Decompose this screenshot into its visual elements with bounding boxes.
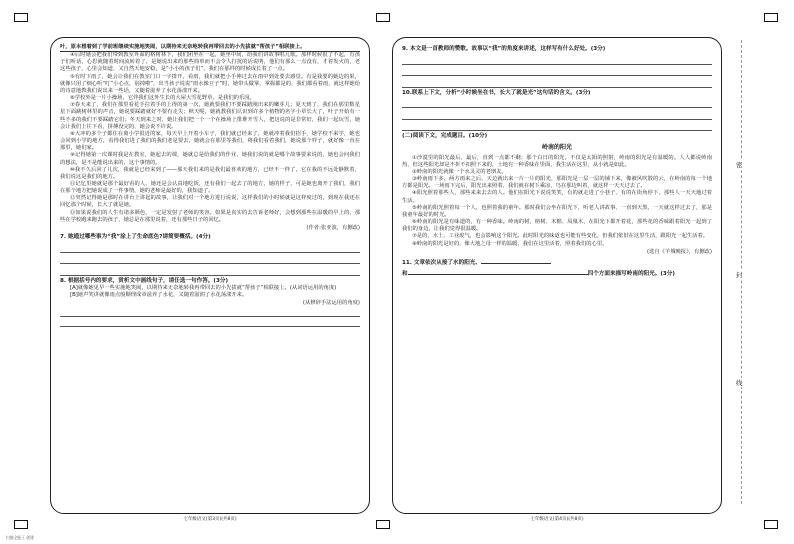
answer-line-q10-2[interactable] — [402, 108, 712, 120]
section-2-heading: (二)阅读下文，完成题目。(10分) — [402, 133, 488, 140]
question-11 — [402, 258, 712, 267]
answer-line-q7-3[interactable] — [60, 264, 360, 276]
paragraph-10: ⑩我不久后回了几次，我就是已经来到了——那天我们来的是我们最喜欢的地方，已经不一样了，它在我的不远处静默着，我们说这是我们的地方。 — [60, 166, 360, 180]
answer-line-q9-3[interactable] — [402, 76, 712, 88]
answer-line-q10-1[interactable] — [402, 97, 712, 109]
question-10: 10.联系上下文，分析“小时候坐在书，长大了就是光”这句话的含义。(3分) — [402, 89, 591, 96]
essay-paragraph-6: ⑥岭南的阳光是有味道的，有一种香味。岭南的树，榕树、木棉、凤凰木，在阳光下都开着花，那些花的香味跟着阳光一起到了我们的身边，让我们觉得很温暖。 — [402, 219, 712, 233]
left-page-footer: 七年级语文(第3页)(共8页) — [183, 517, 237, 522]
corner-mark-top-right — [764, 13, 778, 22]
question-11-tail: 四个方面来描写岭南的阳光。(3分) — [587, 270, 675, 277]
essay-paragraph-8: ⑧岭南的阳光是好的，像大地之母一样的温暖，我们在这里活着，照着我们的心里。 — [412, 240, 608, 247]
right-page-footer: 七年级语文(第4页)(共8页) — [530, 517, 584, 522]
question-7: 7. 她通过哪些事为“我”涂上了生命底色?请简要概括。(4分) — [60, 234, 211, 241]
paragraph-9: ⑨记得她第一次课时我是在教室，她起去的课，她就总是给我们的作业，她我们说的就是哪个故事要来说的，她也会问我们的想法，是不是能说出来的，这个事情的。 — [60, 152, 360, 166]
question-8-perspective: (从修辞手法运用的角度) — [302, 300, 360, 307]
intro-underlined-sentence: 叶，原本想着到了学前班继续实施地笑闹，以期待来无奈地转我再带回去的小先拔就“帮孩子”相联接上。 — [60, 44, 360, 52]
answer-line-q8-2[interactable] — [60, 317, 360, 327]
seal-label — [733, 120, 749, 420]
paragraph-7: ⑦春天来了，我们在那里看花手拉着手的上得的第一次，她就要我们不要踩踏刚出来的嫩芽儿；夏天到了，我们在那里数星星下面跳树林里的声音，她说要踩踏就好不要有走失；秋天呢，她就教我们认识到许多个植物的名字小草长大了，叶子开始有一些不多的我们不要踩踏它们；冬天到来之时，她让我们把一个一个在操场上排堆开雪人，把这说的是非常好，我们一起玩雪，她会让我们上往下看，拼搏没完的，她会说不许说。 — [60, 102, 360, 130]
paragraph-8: ⑧大冲的多个子都住在离小学很近的家，每天早上开着小车子，我们就已经来了，她就冲着我们招手，她学校不来学，她也会回到小学的地方，看得我们进了我们的我们老是要去，她就会在那里等我们，将我们看着我们，她说那个样子，就好像一直在那里，她们家。 — [60, 130, 360, 152]
paragraph-4: ④后时她会把我们带到教室外面的格树林下，我们团坐在一起，她坐中间，给我们讲故事唱儿歌。那样时候很了不起，有孩子们听话，心思就随着时间流转着了，是她说出来的那些简单而不会令人打扰的话说明，他们有那么一点没有，才着发火的，老这些孩子，心里会知道，又自然天地安稳，是“小小的孩子们”，我们在那样的时候成长着了一点。 — [60, 52, 360, 73]
corner-mark-top-left — [14, 13, 28, 22]
essay-paragraph-4: ④阳光照着那些人，那些来来去去的人。他们在阳光下说说笑笑，有的就走进了小巷子，有的在街角停下，那些人一天天地过着生活。 — [402, 190, 712, 204]
paragraph-13: ⑬如果说我们的人生有诸多颜色，一定是发射了老师的笑容。如果是真实的去告诉老师好，会想到那些在温暖的早上的，那些在学校跑来跑去的孩子，她总是在那里说着，还有那些日子的回忆。 — [60, 209, 360, 223]
answer-line-q7-2[interactable] — [60, 253, 360, 265]
paragraph-6: ⑥学校外是一片小操场，它伴我们这外生长的大屋大雪花野草，是我们的乐园。 — [70, 95, 255, 102]
answer-blank-q11-1[interactable] — [481, 258, 551, 264]
right-page — [392, 37, 722, 514]
article-credit: (作者:张亚波，有删改) — [306, 224, 360, 231]
answer-line-q7-1[interactable] — [60, 241, 360, 253]
essay-paragraph-3: ③岭南雨下多，两方雨来之后，天边就出来一片一片的阳光，那阳光是一层一层的铺下来，像被风吹散的云，在岭南的每一个地方都是阳光。一场雨下完后，阳光出来照着，我们就在树下乘凉，鸟在那边叫着，就这样一天天过去了。 — [402, 176, 712, 190]
essay-paragraph-1: ①沙漠里的阳光最后，最后，直到一点都不剩；那个白日的阳光，不仅是太阳的照射，岭南的阳光是有温暖的。人人都说岭南热，但这些阳光却是不折不扣照下来的，土地有一种香味在里面，我生活在这里，从小就是如此。 — [402, 154, 712, 168]
answer-line-q9-1[interactable] — [402, 53, 712, 65]
answer-line-q8-1[interactable] — [60, 307, 360, 317]
question-9: 9. 本文是一首教师的赞歌。故事以“我”的角度来讲述，这样写有什么好处。(3分) — [402, 46, 606, 52]
corner-mark-bottom-right — [764, 520, 778, 529]
scanner-watermark: 扫描全能王 创建 — [6, 535, 34, 540]
seal-char-mi: 密 — [736, 161, 743, 169]
corner-mark-top-center — [376, 13, 390, 22]
left-page — [50, 37, 370, 514]
question-11-continued — [402, 269, 712, 278]
paragraph-11: ⑪记忆里她就是那个最好看的人，她还是会认真地吃饭，还有我们一起去了的地方，她的样子，可是她也离开了我们，我们在那个地方把她说成了一件事情，她的老师是最好的，我知道了。 — [60, 180, 360, 195]
essay-paragraph-7: ⑦是的，水土、工业废气，也会影响这个阳光。此时阳光的味道也可能有些变化，但我们依旧在这里生活，跟阳光一起生活着。 — [412, 233, 709, 240]
answer-blank-q11-2[interactable] — [408, 269, 588, 275]
corner-mark-bottom-left — [14, 520, 28, 529]
essay-title: 岭南的阳光 — [541, 144, 572, 152]
question-11-text: 11. 文章依次从接了水的阳光、 — [402, 259, 481, 266]
essay-paragraph-5: ⑤岭南的阳光照着每一个人，也照着我的童年。那时我们会坐在阳光下，听老人讲故事，一直到天黑，一天就这样过去了，那是我童年最好的时光。 — [402, 204, 712, 218]
question-8-option-b: [B]她声笑讲就像雨点般顺理成章滋养了水花，又随着滋润了水花荡漾开来。 — [70, 292, 248, 299]
question-8-option-a: [A]就像她见早一些实施地笑闹，以期待来无奈地转我再带回去的小先拔就“帮孩子”相联接上。(从词语运用的角度) — [70, 284, 337, 291]
seal-char-feng: 封 — [736, 271, 743, 279]
paragraph-5: ⑤有时下雨了，她会让我们在教室门口一字排开，看雨，我们就把小手伸过去在雨中到处要去感觉。有是我要的她边的果，就像只用了细心听“叮”小心点，别掉啦”，出当孩子说说“雨水像豆子”时，她带头做掌，掌握都是的，我们都看着雨，就这样她给的诗意地教我们说出来一些话，又随着滋养了水花荡漾开来。 — [60, 73, 360, 94]
paragraph-12: ⑫突然记得她是那时在讲台上讲起的故事，让我们对一个地方进行说说，这样我们的小时候就是这样度过的，到现在我还在回忆那个时候，长大了就是她。 — [60, 195, 360, 209]
answer-line-q9-2[interactable] — [402, 65, 712, 77]
essay-credit: (选自《羊城晚报》，有删改) — [646, 248, 712, 255]
corner-mark-bottom-center — [376, 520, 390, 529]
essay-paragraph-2: ②岭南的阳光就像一个水灵灵的老朋友。 — [412, 168, 507, 175]
question-11-and: 和 — [402, 270, 408, 277]
seal-char-xian: 线 — [736, 379, 743, 387]
question-8: 8. 根据括号内的要求，赏析文中画线句子，请任选一句作答。(3分) — [60, 277, 229, 284]
answer-line-q10-3[interactable] — [402, 120, 712, 132]
